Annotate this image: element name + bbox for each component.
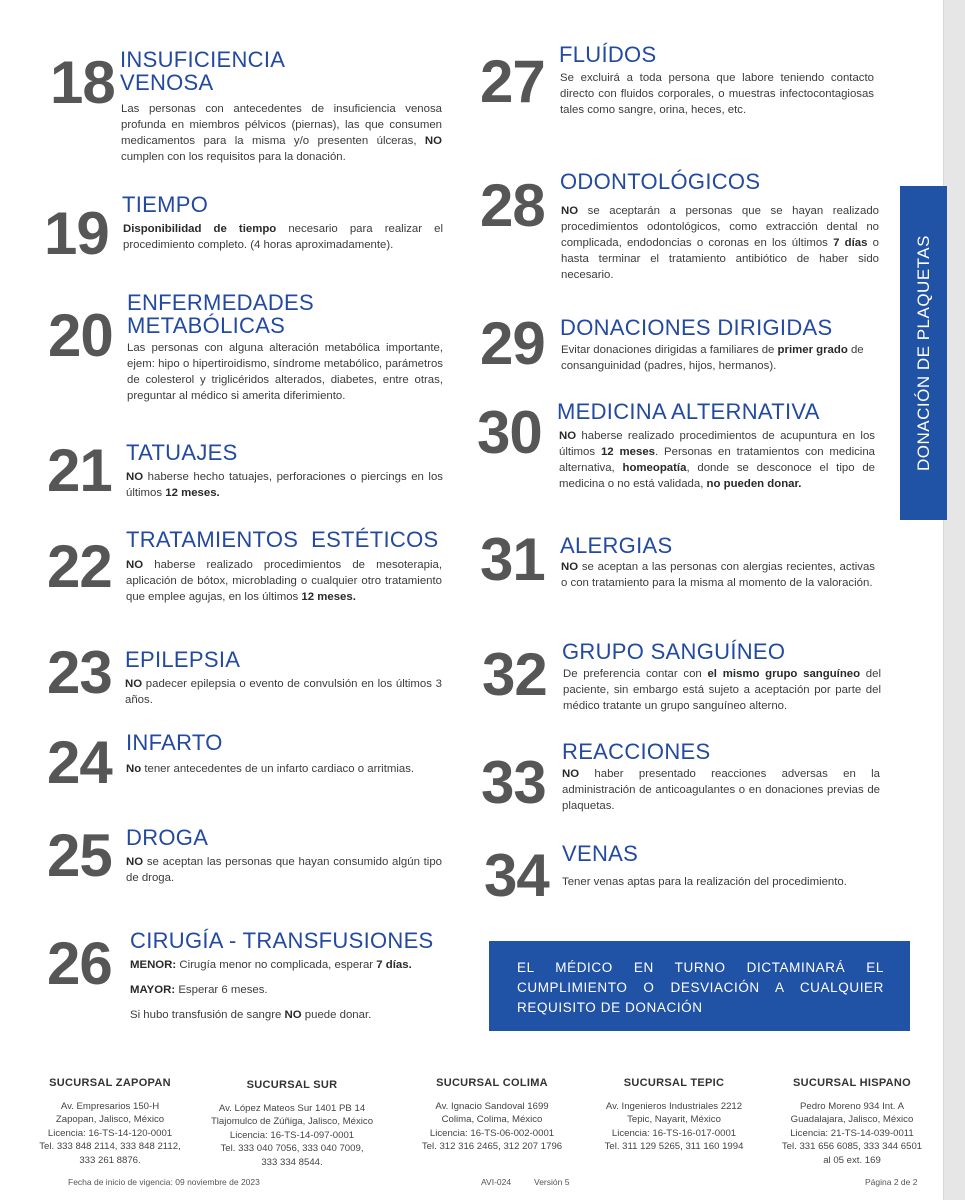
requirement-title: REACCIONES bbox=[562, 739, 711, 764]
branch-sur bbox=[202, 1079, 382, 1169]
requirement-title: ALERGIAS bbox=[560, 533, 673, 558]
notice-box: EL MÉDICO EN TURNO DICTAMINARÁ EL CUMPLIMIENTO O DESVIACIÓN A CUALQUIER REQUISITO DE DONACIÓN bbox=[489, 941, 910, 1031]
requirement-text: Las personas con alguna alteración metabólica importante, ejem: hipo o hipertiroidismo, síndrome metabólico, parámetros de colesterol y triglicéridos alterados, diabetes, entre otras, preguntar al médico si amerita diferimiento. bbox=[127, 342, 443, 402]
requirement-text: No tener antecedentes de un infarto cardiaco o arritmias. bbox=[126, 763, 415, 775]
requirement-title: CIRUGÍA - TRANSFUSIONES bbox=[130, 928, 434, 953]
requirement-text: Evitar donaciones dirigidas a familiares de primer grado de consanguinidad (padres, hijos, hermanos). bbox=[561, 344, 864, 372]
requirement-title: GRUPO SANGUÍNEO bbox=[562, 639, 786, 664]
requirement-number: 19 bbox=[44, 200, 109, 267]
requirement-text: MENOR: Cirugía menor no complicada, esperar 7 días. MAYOR: Esperar 6 meses. Si hubo transfusión de sangre NO puede donar. bbox=[130, 959, 412, 1021]
requirement-text: NO haberse realizado procedimientos de mesoterapia, aplicación de bótox, microblading o cualquier otro tratamiento que emplee agujas, en los últimos 12 meses. bbox=[126, 559, 442, 603]
requirement-number: 31 bbox=[480, 526, 545, 593]
requirement-number: 22 bbox=[47, 533, 112, 600]
requirement-title: INFARTO bbox=[126, 730, 223, 755]
requirement-number: 18 bbox=[50, 49, 115, 116]
requirement-title: DROGA bbox=[126, 825, 209, 850]
side-tab-label: DONACIÓN DE PLAQUETAS bbox=[913, 235, 933, 471]
branch-colima bbox=[402, 1077, 582, 1154]
requirement-title: FLUÍDOS bbox=[559, 42, 657, 67]
branch-name: SUCURSAL ZAPOPAN bbox=[49, 1077, 171, 1089]
requirement-number: 21 bbox=[47, 437, 112, 504]
requirement-number: 34 bbox=[484, 842, 549, 909]
requirement-text: NO haberse hecho tatuajes, perforaciones o piercings en los últimos 12 meses. bbox=[126, 471, 443, 499]
branch-zapopan bbox=[20, 1077, 200, 1167]
requirement-text: Se excluirá a toda persona que labore teniendo contacto directo con fluidos corporales, o muestras infectocontagiosas tales como sangre, orina, heces, etc. bbox=[560, 72, 874, 116]
footer-effective-date: Fecha de inicio de vigencia: 09 noviembre de 2023 bbox=[68, 1177, 260, 1187]
requirement-text: De preferencia contar con el mismo grupo sanguíneo del paciente, sin embargo está sujeto a aceptación por parte del médico tratante un grupo sanguíneo alterno. bbox=[563, 668, 881, 712]
branch-details: Av. López Mateos Sur 1401 PB 14 Tlajomulco de Zúñiga, Jalisco, México Licencia: 16-TS-14-097-0001 Tel. 333 040 7056, 333 040 7009, 333 334 8544. bbox=[210, 1102, 374, 1168]
requirement-text: Las personas con antecedentes de insuficiencia venosa profunda en miembros pélvicos (piernas), las que consumen medicamentos para la misma y/o presenten úlceras, NO cumplen con los requisitos para la donación. bbox=[121, 103, 442, 163]
branch-name: SUCURSAL SUR bbox=[246, 1079, 338, 1091]
requirement-text: NO se aceptarán a personas que se hayan realizado procedimientos odontológicos, como extracción dental no complicada, endodoncias o coronas en los últimos 7 días o hasta terminar el tratamiento antibiótico de haber sido necesario. bbox=[561, 205, 880, 281]
branch-name: SUCURSAL HISPANO bbox=[792, 1077, 912, 1089]
requirement-title: DONACIONES DIRIGIDAS bbox=[560, 315, 833, 340]
requirement-text: Tener venas aptas para la realización del procedimiento. bbox=[562, 876, 847, 888]
requirement-title: INSUFICIENCIA VENOSA bbox=[120, 47, 286, 95]
branch-name: SUCURSAL COLIMA bbox=[436, 1077, 548, 1089]
requirement-title: MEDICINA ALTERNATIVA bbox=[557, 399, 820, 424]
requirement-number: 28 bbox=[480, 172, 545, 239]
requirement-number: 26 bbox=[47, 930, 112, 997]
requirement-title: TIEMPO bbox=[122, 192, 209, 217]
requirement-title: ENFERMEDADES METABÓLICAS bbox=[127, 290, 314, 338]
requirement-number: 30 bbox=[477, 399, 542, 466]
branch-tepic bbox=[584, 1077, 764, 1154]
requirement-text: NO se aceptan las personas que hayan consumido algún tipo de droga. bbox=[126, 856, 442, 884]
requirement-text: NO se aceptan a las personas con alergias recientes, activas o con tratamiento para la misma al momento de la valoración. bbox=[561, 561, 875, 589]
requirement-number: 32 bbox=[482, 641, 547, 708]
requirement-title: ODONTOLÓGICOS bbox=[560, 169, 761, 194]
page-edge bbox=[943, 0, 965, 1200]
footer-version: Versión 5 bbox=[534, 1177, 570, 1187]
footer-doc-code: AVI-024 bbox=[481, 1177, 512, 1187]
branch-details: Av. Ignacio Sandoval 1699 Colima, Colima, México Licencia: 16-TS-06-002-0001 Tel. 312 316 2465, 312 207 1796 bbox=[421, 1100, 563, 1152]
requirement-number: 20 bbox=[48, 302, 113, 369]
requirement-title: VENAS bbox=[562, 841, 639, 866]
requirement-number: 23 bbox=[47, 639, 112, 706]
branch-name: SUCURSAL TEPIC bbox=[623, 1077, 725, 1089]
requirement-title: TRATAMIENTOS ESTÉTICOS bbox=[126, 527, 439, 552]
requirement-number: 29 bbox=[480, 310, 545, 377]
footer-page-number: Página 2 de 2 bbox=[865, 1177, 918, 1187]
requirement-number: 24 bbox=[47, 729, 112, 796]
requirement-number: 25 bbox=[47, 822, 112, 889]
branch-details: Pedro Moreno 934 Int. A Guadalajara, Jalisco, México Licencia: 21-TS-14-039-0011 Tel. 331 656 6085, 333 344 6501 al 05 ext. 169 bbox=[781, 1100, 923, 1166]
requirement-title: TATUAJES bbox=[126, 440, 238, 465]
requirement-text: NO padecer epilepsia o evento de convulsión en los últimos 3 años. bbox=[125, 678, 442, 706]
branch-details: Av. Empresarios 150-H Zapopan, Jalisco, México Licencia: 16-TS-14-120-0001 Tel. 333 848 2114, 333 848 2112, 333 261 8876. bbox=[39, 1100, 181, 1166]
branch-details: Av. Ingenieros Industriales 2212 Tepic, Nayarit, México Licencia: 16-TS-16-017-0001 Tel. 311 129 5265, 311 160 1994 bbox=[604, 1100, 744, 1152]
requirement-text: NO haberse realizado procedimientos de acupuntura en los últimos 12 meses. Personas en tratamientos con medicina alternativa, homeopatía, donde se desconoce el tipo de medicina o no está validada, no pueden donar. bbox=[559, 430, 875, 490]
requirement-title: EPILEPSIA bbox=[125, 647, 241, 672]
branch-hispano bbox=[762, 1077, 942, 1167]
requirement-number: 33 bbox=[481, 749, 546, 816]
requirement-text: Disponibilidad de tiempo necesario para realizar el procedimiento completo. (4 horas aproximadamente). bbox=[123, 223, 443, 251]
requirement-number: 27 bbox=[480, 48, 545, 115]
section-side-tab bbox=[900, 186, 947, 520]
requirement-text: NO haber presentado reacciones adversas en la administración de anticoagulantes o en donaciones previas de plaquetas. bbox=[562, 768, 880, 812]
